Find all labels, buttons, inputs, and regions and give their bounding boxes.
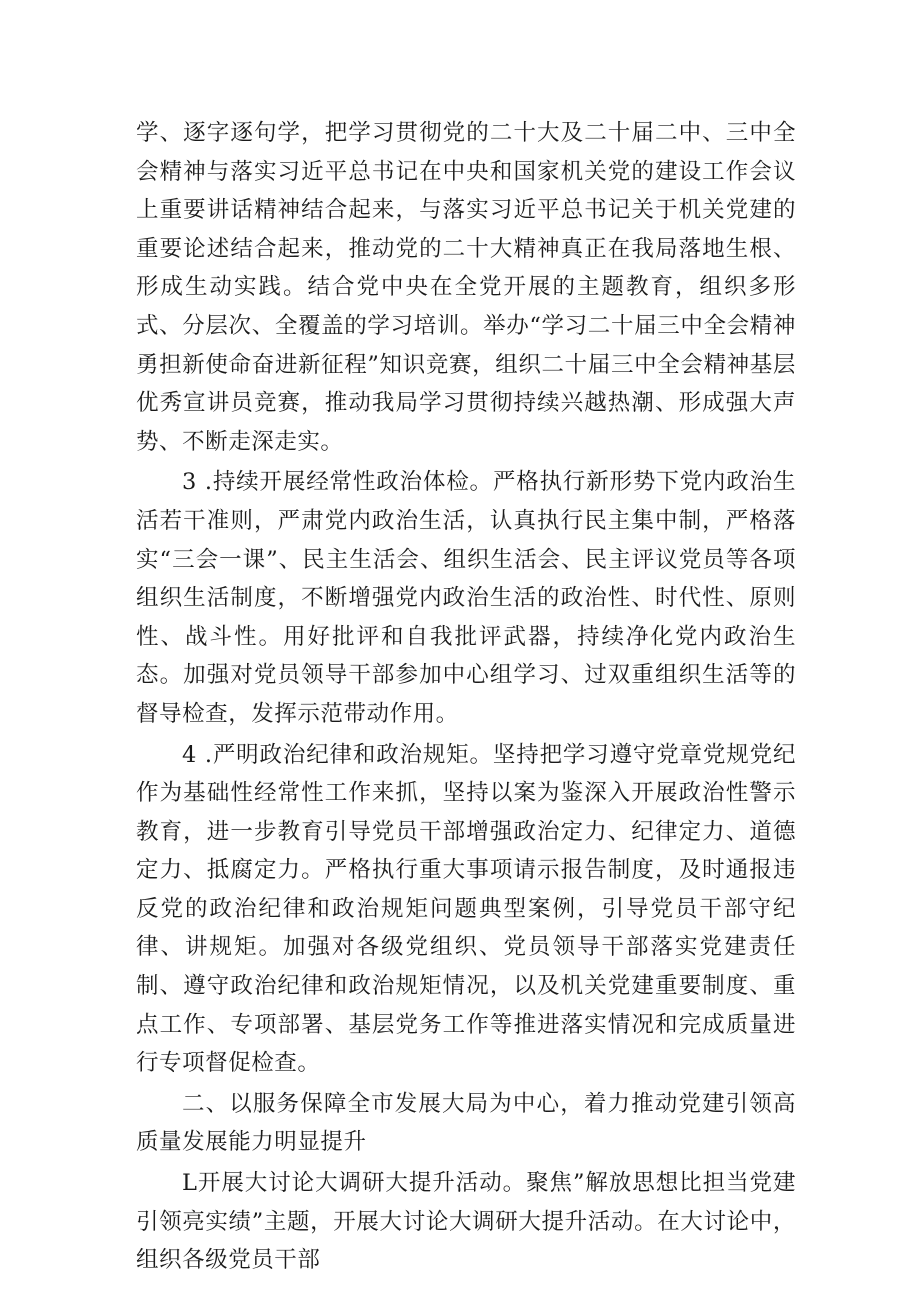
paragraph-item-3: 3 .持续开展经常性政治体检。严格执行新形势下党内政治生活若干准则，严肃党内政治生活，认真执行民主集中制，严格落实“三会一课”、民主生活会、组织生活会、民主评议党员等各项组织生活制度，不断增强党内政治生活的政治性、时代性、原则性、战斗性。用好批评和自我批评武器，持续净化党内政治生态。加强对党员领导干部参加中心组学习、过双重组织生活等的督导检查，发挥示范带动作用。	[136, 469, 796, 727]
paragraph-continuation: 学、逐字逐句学，把学习贯彻党的二十大及二十届二中、三中全会精神与落实习近平总书记在中央和国家机关党的建设工作会议上重要讲话精神结合起来，与落实习近平总书记关于机关党建的重要论述结合起来，推动党的二十大精神真正在我局落地生根、形成生动实践。结合党中央在全党开展的主题教育，组织多形式、分层次、全覆盖的学习培训。举办“学习二十届三中全会精神勇担新使命奋进新征程”知识竞赛，组织二十届三中全会精神基层优秀宣讲员竞赛，推动我局学习贯彻持续兴越热潮、形成强大声势、不断走深走实。	[136, 120, 796, 455]
paragraph-item-1: L开展大讨论大调研大提升活动。聚焦”解放思想比担当党建引领亮实绩”主题，开展大讨论大调研大提升活动。在大讨论中，组织各级党员干部	[136, 1170, 796, 1274]
document-body	[136, 114, 796, 1280]
paragraph-item-4: 4 .严明政治纪律和政治规矩。坚持把学习遵守党章党规党纪作为基础性经常性工作来抓，坚持以案为鉴深入开展政治性警示教育，进一步教育引导党员干部增强政治定力、纪律定力、道德定力、抵腐定力。严格执行重大事项请示报告制度，及时通报违反党的政治纪律和政治规矩问题典型案例，引导党员干部守纪律、讲规矩。加强对各级党组织、党员领导干部落实党建责任制、遵守政治纪律和政治规矩情况，以及机关党建重要制度、重点工作、专项部署、基层党务工作等推进落实情况和完成质量进行专项督促检查。	[136, 741, 796, 1077]
section-heading: 二、以服务保障全市发展大局为中心，着力推动党建引领高质量发展能力明显提升	[136, 1090, 796, 1156]
